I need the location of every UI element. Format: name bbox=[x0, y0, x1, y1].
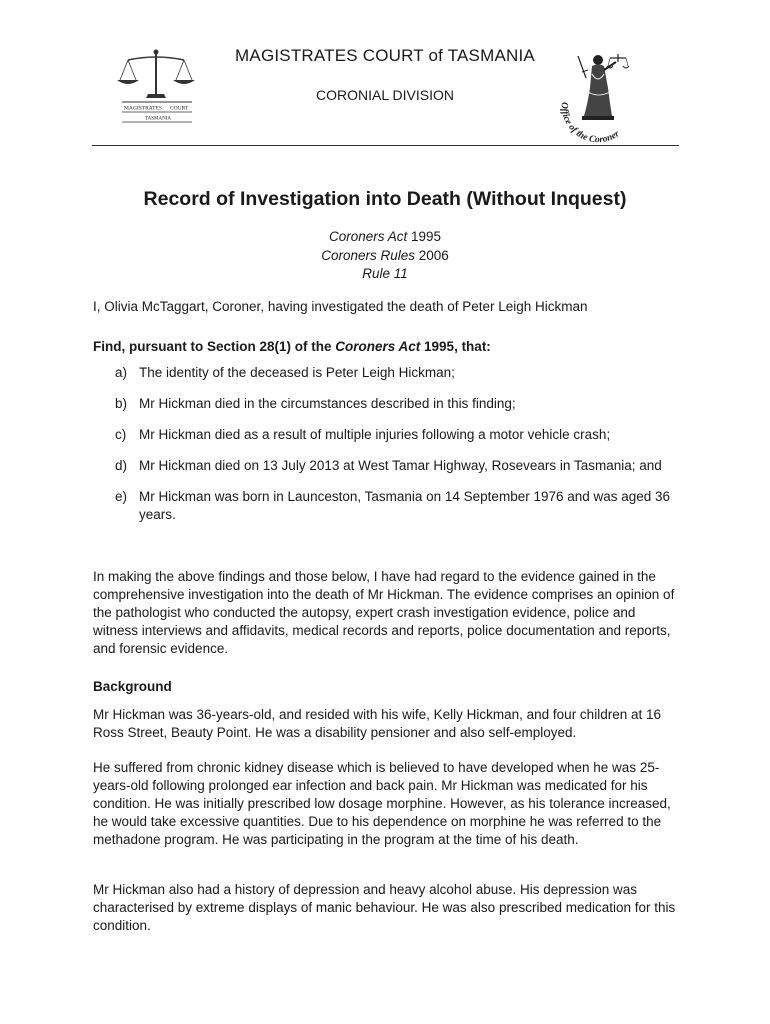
svg-text:TASMANIA: TASMANIA bbox=[145, 116, 171, 122]
evidence-paragraph: In making the above findings and those below, I have had regard to the evidence gained in the comprehensive investigation into the death of Mr Hickman. The evidence comprises an opinion of the pathologist who conducted the autopsy, expert crash investigation evidence, police and witness interviews and affidavits, medical records and reports, police documentation and reports, and forensic evidence. bbox=[93, 569, 675, 656]
finding-marker: a) bbox=[115, 365, 128, 380]
finding-text: The identity of the deceased is Peter Leigh Hickman; bbox=[139, 365, 455, 380]
svg-text:MAGISTRATES: MAGISTRATES bbox=[124, 105, 162, 112]
lady-justice-icon bbox=[552, 44, 642, 146]
finding-text: Mr Hickman died on 13 July 2013 at West Tamar Highway, Rosevears in Tasmania; and bbox=[139, 458, 662, 473]
header-divider bbox=[92, 145, 679, 146]
finding-item bbox=[93, 395, 683, 413]
finding-text: Mr Hickman died as a result of multiple injuries following a motor vehicle crash; bbox=[139, 427, 611, 442]
legislation-references bbox=[0, 228, 770, 284]
finding-text: Mr Hickman was born in Launceston, Tasmania on 14 September 1976 and was aged 36 years. bbox=[139, 489, 671, 522]
division-name: CORONIAL DIVISION bbox=[316, 87, 454, 103]
finding-marker: b) bbox=[115, 396, 128, 411]
document-title: Record of Investigation into Death (Without Inquest) bbox=[143, 188, 627, 210]
act-reference: Coroners Act 1995 bbox=[328, 229, 442, 244]
finding-marker: e) bbox=[115, 489, 128, 504]
finding-text: Mr Hickman died in the circumstances described in this finding; bbox=[139, 396, 516, 411]
office-of-the-coroner-logo bbox=[552, 44, 642, 146]
findings-list bbox=[93, 364, 683, 537]
rules-reference: Coroners Rules 2006 bbox=[321, 247, 449, 263]
background-paragraph-1: Mr Hickman was 36-years-old, and resided with his wife, Kelly Hickman, and four children at 16 Ross Street, Beauty Point. He was a disability pensioner and also self-employed. bbox=[93, 707, 661, 740]
background-paragraph-2: He suffered from chronic kidney disease which is believed to have developed when he was 25-years-old following prolonged ear infection and back pain. Mr Hickman was medicated for his condition. He was initially prescribed low dosage morphine. However, as his tolerance increased, he would take excessive quantities. Due to his dependence on morphine he was referred to the methadone program. He was participating in the program at the time of his death. bbox=[93, 760, 671, 847]
finding-item bbox=[93, 364, 683, 382]
finding-marker: c) bbox=[115, 427, 127, 442]
finding-marker: d) bbox=[115, 458, 128, 473]
finding-item bbox=[93, 426, 683, 444]
rule-reference: Rule 11 bbox=[362, 266, 408, 281]
finding-item bbox=[93, 457, 683, 475]
finding-item bbox=[93, 488, 683, 524]
findings-heading: Find, pursuant to Section 28(1) of the Coroners Act 1995, that: bbox=[93, 339, 491, 354]
svg-text:COURT: COURT bbox=[170, 105, 189, 112]
seal-text: Office of the Coroner bbox=[558, 101, 622, 146]
intro-statement: I, Olivia McTaggart, Coroner, having investigated the death of Peter Leigh Hickman bbox=[93, 299, 588, 314]
court-name: MAGISTRATES COURT of TASMANIA bbox=[235, 46, 535, 65]
background-paragraph-3: Mr Hickman also had a history of depression and heavy alcohol abuse. His depression was characterised by extreme displays of manic behaviour. He was also prescribed medication for this condition. bbox=[93, 882, 676, 933]
background-heading: Background bbox=[93, 679, 172, 694]
